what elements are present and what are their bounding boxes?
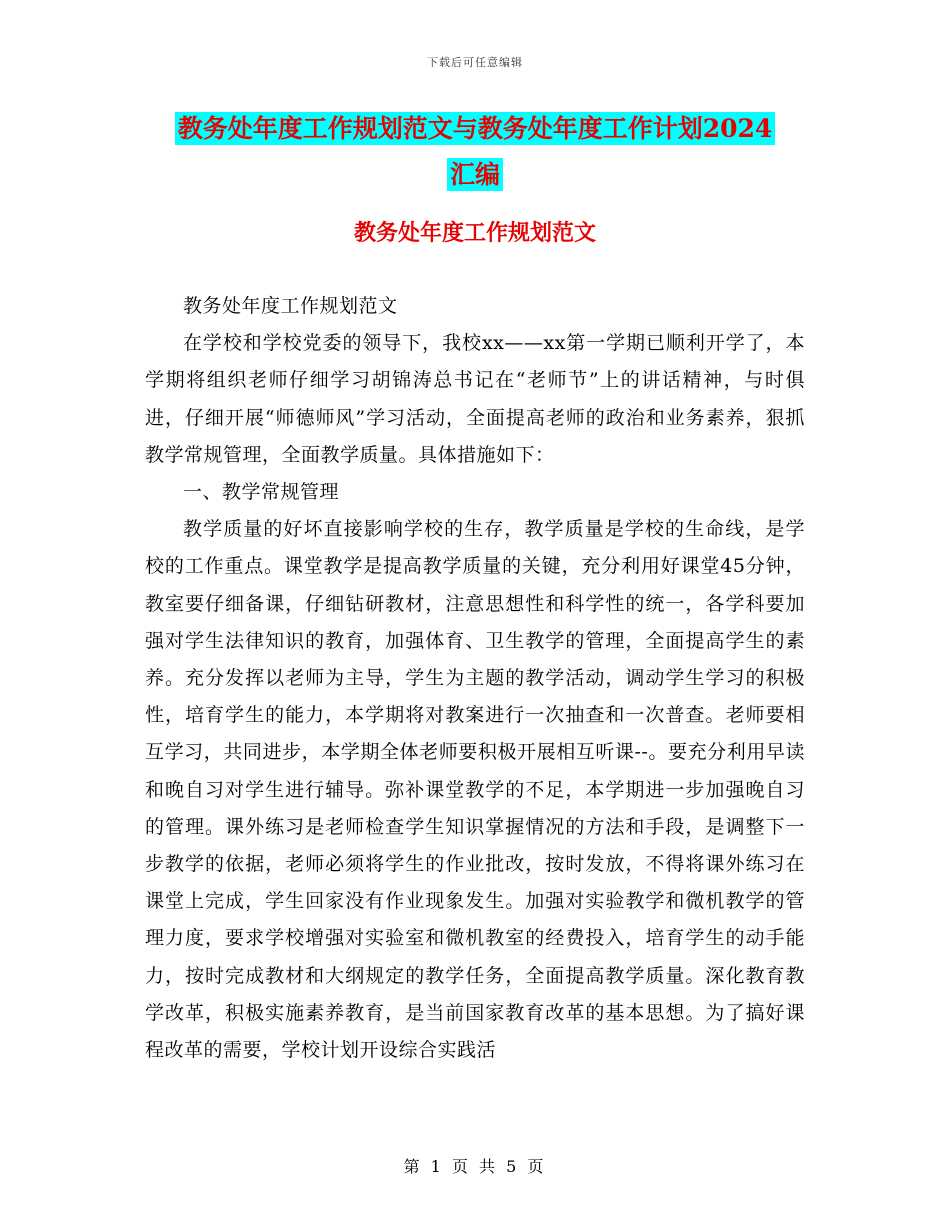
document-title xyxy=(140,106,810,198)
paragraph-intro: 在学校和学校党委的领导下，我校xx——xx第一学期已顺利开学了，本学期将组织老师仔细学习胡锦涛总书记在“老师节”上的讲话精神，与时俱进，仔细开展“师德师风”学习活动，全面提高老师的政治和业务素养，狠抓教学常规管理，全面教学质量。具体措施如下： xyxy=(145,332,805,466)
paragraph-subtitle: 教务处年度工作规划范文 xyxy=(183,295,398,317)
paragraph-teaching-management: 教学质量的好坏直接影响学校的生存，教学质量是学校的生命线，是学校的工作重点。课堂教学是提高教学质量的关键，充分利用好课堂45分钟，教室要仔细备课，仔细钻研教材，注意思想性和科学性的统一，各学科要加强对学生法律知识的教育，加强体育、卫生教学的管理，全面提高学生的素养。充分发挥以老师为主导，学生为主题的教学活动，调动学生学习的积极性，培育学生的能力，本学期将对教案进行一次抽查和一次普查。老师要相互学习，共同进步，本学期全体老师要积极开展相互听课--。要充分利用早读和晚自习对学生进行辅导。弥补课堂教学的不足，本学期进一步加强晚自习的管理。课外练习是老师检查学生知识掌握情况的方法和手段，是调整下一步教学的依据，老师必须将学生的作业批改，按时发放，不得将课外练习在课堂上完成，学生回家没有作业现象发生。加强对实验教学和微机教学的管理力度，要求学校增强对实验室和微机教室的经费投入，培育学生的动手能力，按时完成教材和大纲规定的教学任务，全面提高教学质量。深化教育教学改革，积极实施素养教育，是当前国家教育改革的基本思想。为了搞好课程改革的需要，学校计划开设综合实践活 xyxy=(145,518,805,1062)
page-footer: 第 1 页 共 5 页 xyxy=(403,1157,547,1176)
document-title-line1: 教务处年度工作规划范文与教务处年度工作计划2024 xyxy=(175,112,776,145)
section-title: 教务处年度工作规划范文 xyxy=(353,220,596,246)
document-body xyxy=(145,288,805,1069)
document-title-line2: 汇编 xyxy=(447,158,503,191)
paragraph-heading-1: 一、教学常规管理 xyxy=(183,481,340,504)
header-note: 下载后可任意编辑 xyxy=(427,56,523,69)
